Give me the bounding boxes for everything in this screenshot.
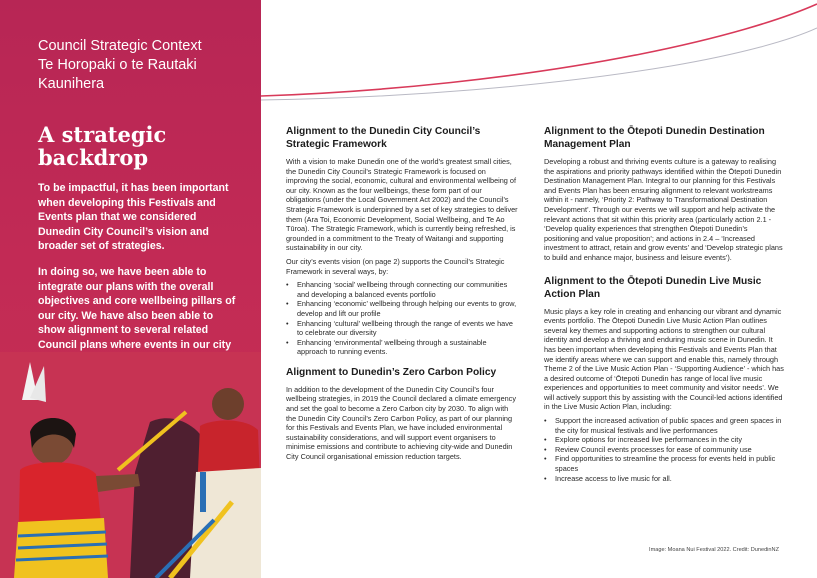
- section-heading: Alignment to the Ōtepoti Dunedin Destination Management Plan: [544, 126, 765, 150]
- section-title-line: Te Horopaki o te Rautaki: [38, 57, 197, 73]
- festival-photo: [0, 352, 261, 578]
- paragraph: In addition to the development of the Dunedin City Council’s four wellbeing strategies, in 2019 the Council declared a climate emergency and set the goal to become a Zero Carbon city by 2030. To align with the Dunedin City Council’s Zero Carbon Policy, as part of our planning for this Festivals and Events Plan, we have included environmental sustainability considerations, and will support event organisers to minimise emissions and contribute to achieving city-wide and Dunedin City Council organisational emission reduction targets.: [286, 384, 516, 462]
- bullet-list: [286, 280, 518, 357]
- column-1: [286, 125, 518, 466]
- bullet-list: [544, 416, 784, 483]
- list-item: • Enhancing ‘cultural’ wellbeing through the range of events we have to celebrate our diversity: [286, 319, 518, 338]
- page-heading-line: A strategic: [38, 122, 167, 147]
- list-item: • Enhancing ‘social’ wellbeing through connecting our communities and developing a balanced events portfolio: [286, 280, 518, 299]
- list-item: • Find opportunities to streamline the process for events held in public spaces: [544, 454, 784, 473]
- left-panel: [0, 0, 261, 578]
- section-heading: Alignment to the Dunedin City Council’s Strategic Framework: [286, 126, 481, 150]
- intro-paragraph-2: In doing so, we have been able to integrate our plans with the overall objectives and core wellbeing pillars of our city. We have also been able to show alignment to several related Council plans where events in our city: [38, 266, 236, 351]
- paragraph: Our city’s events vision (on page 2) supports the Council’s Strategic Framework in several ways, by:: [286, 256, 505, 276]
- list-item: • Support the increased activation of public spaces and green spaces in the city for musical festivals and live performances: [544, 416, 784, 435]
- page-heading-line: backdrop: [38, 145, 149, 170]
- intro-paragraph-1: To be impactful, it has been important when developing this Festivals and Events plan that we considered Dunedin City Council’s vision and broader set of strategies.: [38, 182, 229, 253]
- section-title: [38, 37, 248, 94]
- paragraph: Music plays a key role in creating and enhancing our vibrant and dynamic events portfolio. The Ōtepoti Dunedin Live Music Action Plan outlines several key themes and supporting actions to strengthen our cultural identity and develop a thriving and enduring music scene in Dunedin. It has been important when developing this Festivals and Events Plan that we identify areas where we can support and enable this, namely through Theme 2 of the Live Music Action Plan - ‘Supporting Audience’ - which has a desired outcome of ‘Ōtepoti Dunedin has range of local live music experiences and opportunities to meet community and visitor needs’. We will actively support this by assisting with the Council-led actions identified in the Live Music Action Plan, including:: [544, 306, 784, 412]
- list-item: • Increase access to live music for all.: [544, 474, 784, 484]
- page-heading: [38, 123, 238, 169]
- paragraph: Developing a robust and thriving events culture is a gateway to realising the aspirations and priority pathways identified within the Ōtepoti Dunedin Destination Management Plan. Integral to our planning for this Festivals and Events Plan has been ensuring alignment to relevant workstreams within it - namely, ‘Priority 2: Pathway to Transformational Destination Development’. Through our events we will support and help activate the relevant actions that sit within this priority area (particularly action 2.1 - ‘Develop quality experiences that strengthen Ōtepoti Dunedin’s positioning and value proposition’; and actions in 2.4 – ‘Increased investment to attract, retain and grow events’ and ‘Develop strategic plans to build and enhance major, business and leisure events’).: [544, 157, 783, 262]
- list-item: • Enhancing ‘environmental’ wellbeing through a sustainable approach to running events.: [286, 338, 518, 357]
- paragraph: With a vision to make Dunedin one of the world’s greatest small cities, the Dunedin City Council’s Strategic Framework is focused on improving the social, economic, cultural and environmental wellbeing of our city. Known as the four wellbeings, these form part of our obligations (under the Local Government Act 2002) and the Council’s Strategic Framework is underpinned by a set of key strategies to deliver them (Ara Toi, Economic Development, Social Wellbeing, and Te Ao Tūroa). The Strategic Framework, which is currently being refreshed, is grounded in a commitment to the Treaty of Waitangi and supporting sustainability in our city.: [286, 157, 518, 253]
- section-heading: Alignment to the Ōtepoti Dunedin Live Music Action Plan: [544, 275, 762, 300]
- decorative-swoosh: [261, 0, 817, 110]
- list-item: • Enhancing ‘economic’ wellbeing through helping our events to grow, develop and lift our profile: [286, 299, 518, 318]
- section-title-line: Council Strategic Context: [38, 38, 202, 54]
- image-credit: Image: Moana Nui Festival 2022. Credit: DunedinNZ: [649, 547, 779, 553]
- list-item: • Review Council events processes for ease of community use: [544, 445, 784, 455]
- section-title-line: Kaunihera: [38, 76, 105, 92]
- list-item: • Explore options for increased live performances in the city: [544, 435, 784, 445]
- column-2: [544, 125, 784, 492]
- section-heading: Alignment to Dunedin’s Zero Carbon Policy: [286, 366, 497, 378]
